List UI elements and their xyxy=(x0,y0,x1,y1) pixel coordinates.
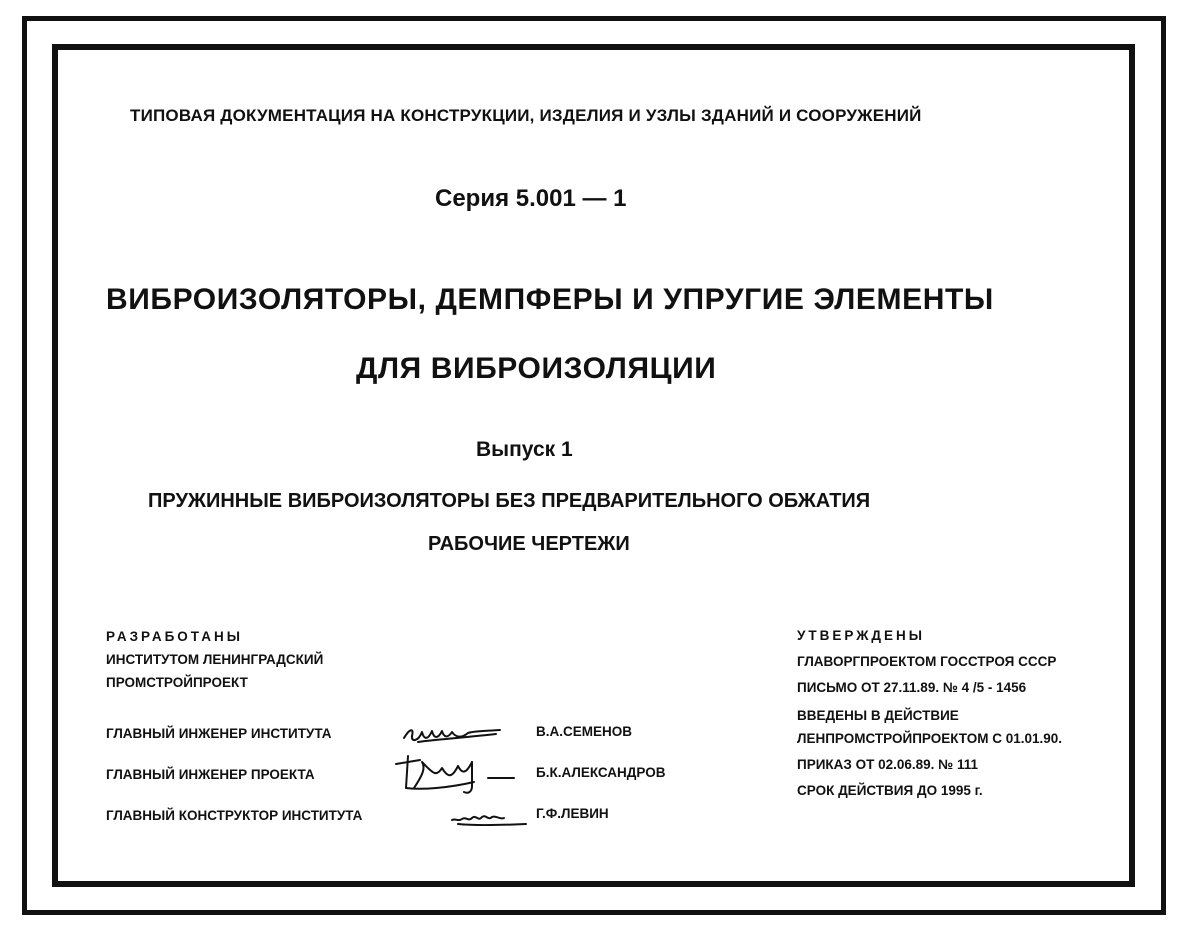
approved-line: ЛЕНПРОМСТРОЙПРОЕКТОМ С 01.01.90. xyxy=(797,731,1063,746)
signature-levin-icon xyxy=(448,808,528,830)
signature-aleksandrov-icon xyxy=(392,748,517,802)
signatory-title: ГЛАВНЫЙ ИНЖЕНЕР ИНСТИТУТА xyxy=(106,726,332,741)
subtitle-line-2: РАБОЧИЕ ЧЕРТЕЖИ xyxy=(428,533,630,555)
subtitle-line-1: ПРУЖИННЫЕ ВИБРОИЗОЛЯТОРЫ БЕЗ ПРЕДВАРИТЕЛЬНОГО ОБЖАТИЯ xyxy=(148,490,871,512)
signature-semenov-icon xyxy=(400,718,510,748)
approved-line: СРОК ДЕЙСТВИЯ ДО 1995 г. xyxy=(797,783,983,798)
developed-institute-line-2: ПРОМСТРОЙПРОЕКТ xyxy=(106,675,248,690)
series-number: Серия 5.001 — 1 xyxy=(435,185,627,212)
issue-number: Выпуск 1 xyxy=(476,438,573,461)
signatory-name: В.А.СЕМЕНОВ xyxy=(536,724,633,739)
approved-line: ВВЕДЕНЫ В ДЕЙСТВИЕ xyxy=(797,708,959,723)
approved-heading: УТВЕРЖДЕНЫ xyxy=(797,628,926,643)
main-title-line-1: ВИБРОИЗОЛЯТОРЫ, ДЕМПФЕРЫ И УПРУГИЕ ЭЛЕМЕНТЫ xyxy=(106,283,994,316)
approved-line: ПРИКАЗ ОТ 02.06.89. № 111 xyxy=(797,757,978,772)
document-category-header: ТИПОВАЯ ДОКУМЕНТАЦИЯ НА КОНСТРУКЦИИ, ИЗДЕЛИЯ И УЗЛЫ ЗДАНИЙ И СООРУЖЕНИЙ xyxy=(130,106,922,125)
developed-institute-line-1: ИНСТИТУТОМ ЛЕНИНГРАДСКИЙ xyxy=(106,652,324,667)
approved-line: ПИСЬМО ОТ 27.11.89. № 4 /5 - 1456 xyxy=(797,680,1027,695)
main-title-line-2: ДЛЯ ВИБРОИЗОЛЯЦИИ xyxy=(356,352,717,385)
signatory-title: ГЛАВНЫЙ КОНСТРУКТОР ИНСТИТУТА xyxy=(106,808,363,823)
signatory-name: Б.К.АЛЕКСАНДРОВ xyxy=(536,765,666,780)
signatory-title: ГЛАВНЫЙ ИНЖЕНЕР ПРОЕКТА xyxy=(106,767,315,782)
approved-line: ГЛАВОРГПРОЕКТОМ ГОССТРОЯ СССР xyxy=(797,654,1057,669)
developed-heading: РАЗРАБОТАНЫ xyxy=(106,629,243,644)
signatory-name: Г.Ф.ЛЕВИН xyxy=(536,806,609,821)
